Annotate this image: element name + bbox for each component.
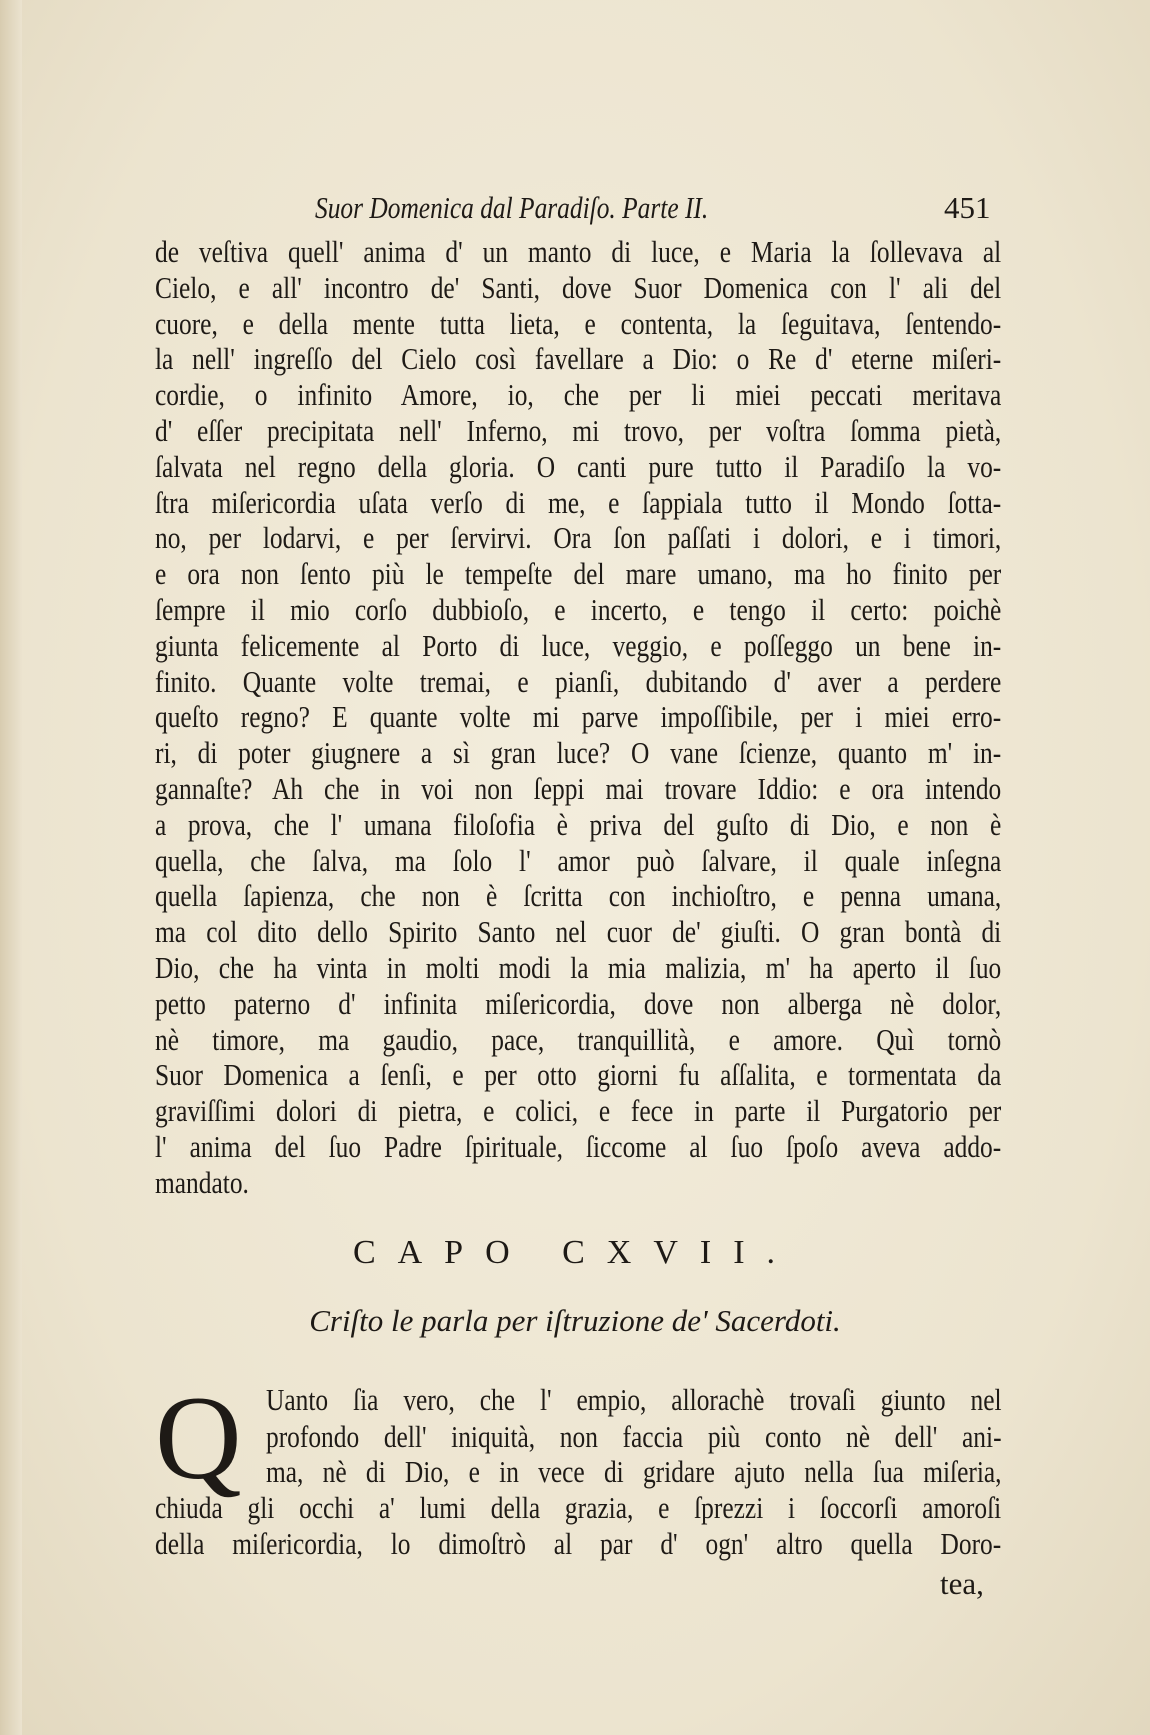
text-line: nè timore, ma gaudio, pace, tranquillità, e amore. Quì tornò	[155, 1021, 1002, 1057]
catchword: tea,	[940, 1566, 984, 1601]
text-line: ſtra miſericordia uſata verſo di me, e ſappiala tutto il Mondo ſotta-	[155, 484, 1002, 520]
chapter-title: CAPO CXVII.	[352, 1234, 798, 1271]
text-line: finito. Quante volte tremai, e pianſi, dubitando d' aver a perdere	[155, 663, 1002, 699]
text-line: Suor Domenica a ſenſi, e per otto giorni fu aſſalita, e tormentata da	[155, 1057, 1002, 1093]
text-line: quella, che ſalva, ma ſolo l' amor può ſalvare, il quale inſegna	[155, 842, 1002, 878]
text-line: cuore, e della mente tutta lieta, e contenta, la ſeguitava, ſentendo-	[155, 305, 1002, 341]
text-line: e ora non ſento più le tempeſte del mare umano, ma ho finito per	[155, 556, 1002, 592]
text-line: d' eſſer precipitata nell' Inferno, mi trovo, per voſtra ſomma pietà,	[155, 413, 1002, 448]
text-line: della miſericordia, lo dimoſtrò al par d' ogn' altro quella Doro-	[155, 1526, 1002, 1561]
text-line: chiuda gli occhi a' lumi della grazia, e ſprezzi i ſoccorſi amoroſi	[155, 1490, 1002, 1525]
text-line: cordie, o infinito Amore, io, che per li miei peccati meritava	[155, 377, 1002, 413]
page-gutter-edge	[0, 0, 22, 1735]
text-line: ma col dito dello Spirito Santo nel cuor de' giuſti. O gran bontà di	[155, 914, 1002, 950]
text-line: Dio, che ha vinta in molti modi la mia malizia, m' ha aperto il ſuo	[155, 950, 1002, 985]
drop-cap: Q	[155, 1371, 242, 1504]
text-line: Uanto ſia vero, che l' empio, allorachè trovaſi giunto nel	[266, 1382, 1002, 1417]
text-line: a prova, che l' umana filoſofia è priva del guſto di Dio, e non è	[155, 806, 1002, 842]
text-line: de veſtiva quell' anima d' un manto di luce, e Maria la ſollevava al	[155, 234, 1002, 269]
text-line: ma, nè di Dio, e in vece di gridare ajuto nella ſua miſeria,	[266, 1454, 1002, 1489]
running-title: Suor Domenica dal Paradiſo. Parte II.	[315, 190, 709, 225]
page-number: 451	[944, 190, 991, 225]
text-line: no, per lodarvi, e per ſervirvi. Ora ſon paſſati i dolori, e i timori,	[155, 520, 1002, 556]
text-line: quella ſapienza, che non è ſcritta con inchioſtro, e penna umana,	[155, 878, 1002, 914]
text-line: ri, di poter giugnere a sì gran luce? O vane ſcienze, quanto m' in-	[155, 735, 1002, 771]
text-line: ſempre il mio corſo dubbioſo, e incerto, e tengo il certo: poichè	[155, 592, 1002, 627]
text-line: mandato.	[155, 1164, 249, 1200]
text-line: la nell' ingreſſo del Cielo così favellare a Dio: o Re d' eterne miſeri-	[155, 341, 1002, 377]
text-line: profondo dell' iniquità, non faccia più conto nè dell' ani-	[266, 1419, 1002, 1454]
text-line: gannaſte? Ah che in voi non ſeppi mai trovare Iddio: e ora intendo	[155, 771, 1002, 806]
text-line: giunta felicemente al Porto di luce, veggio, e poſſeggo un bene in-	[155, 627, 1002, 663]
text-line: ſalvata nel regno della gloria. O canti pure tutto il Paradiſo la vo-	[155, 448, 1002, 484]
chapter-subtitle: Criſto le parla per iſtruzione de' Sacerdoti.	[309, 1303, 841, 1338]
text-line: graviſſimi dolori di pietra, e colici, e fece in parte il Purgatorio per	[155, 1093, 1002, 1129]
text-line: Cielo, e all' incontro de' Santi, dove Suor Domenica con l' ali del	[155, 269, 1002, 305]
text-line: queſto regno? E quante volte mi parve impoſſibile, per i miei erro-	[155, 699, 1002, 735]
text-line: petto paterno d' infinita miſericordia, dove non alberga nè dolor,	[155, 985, 1002, 1021]
text-line: l' anima del ſuo Padre ſpirituale, ſiccome al ſuo ſpoſo aveva addo-	[155, 1129, 1002, 1164]
